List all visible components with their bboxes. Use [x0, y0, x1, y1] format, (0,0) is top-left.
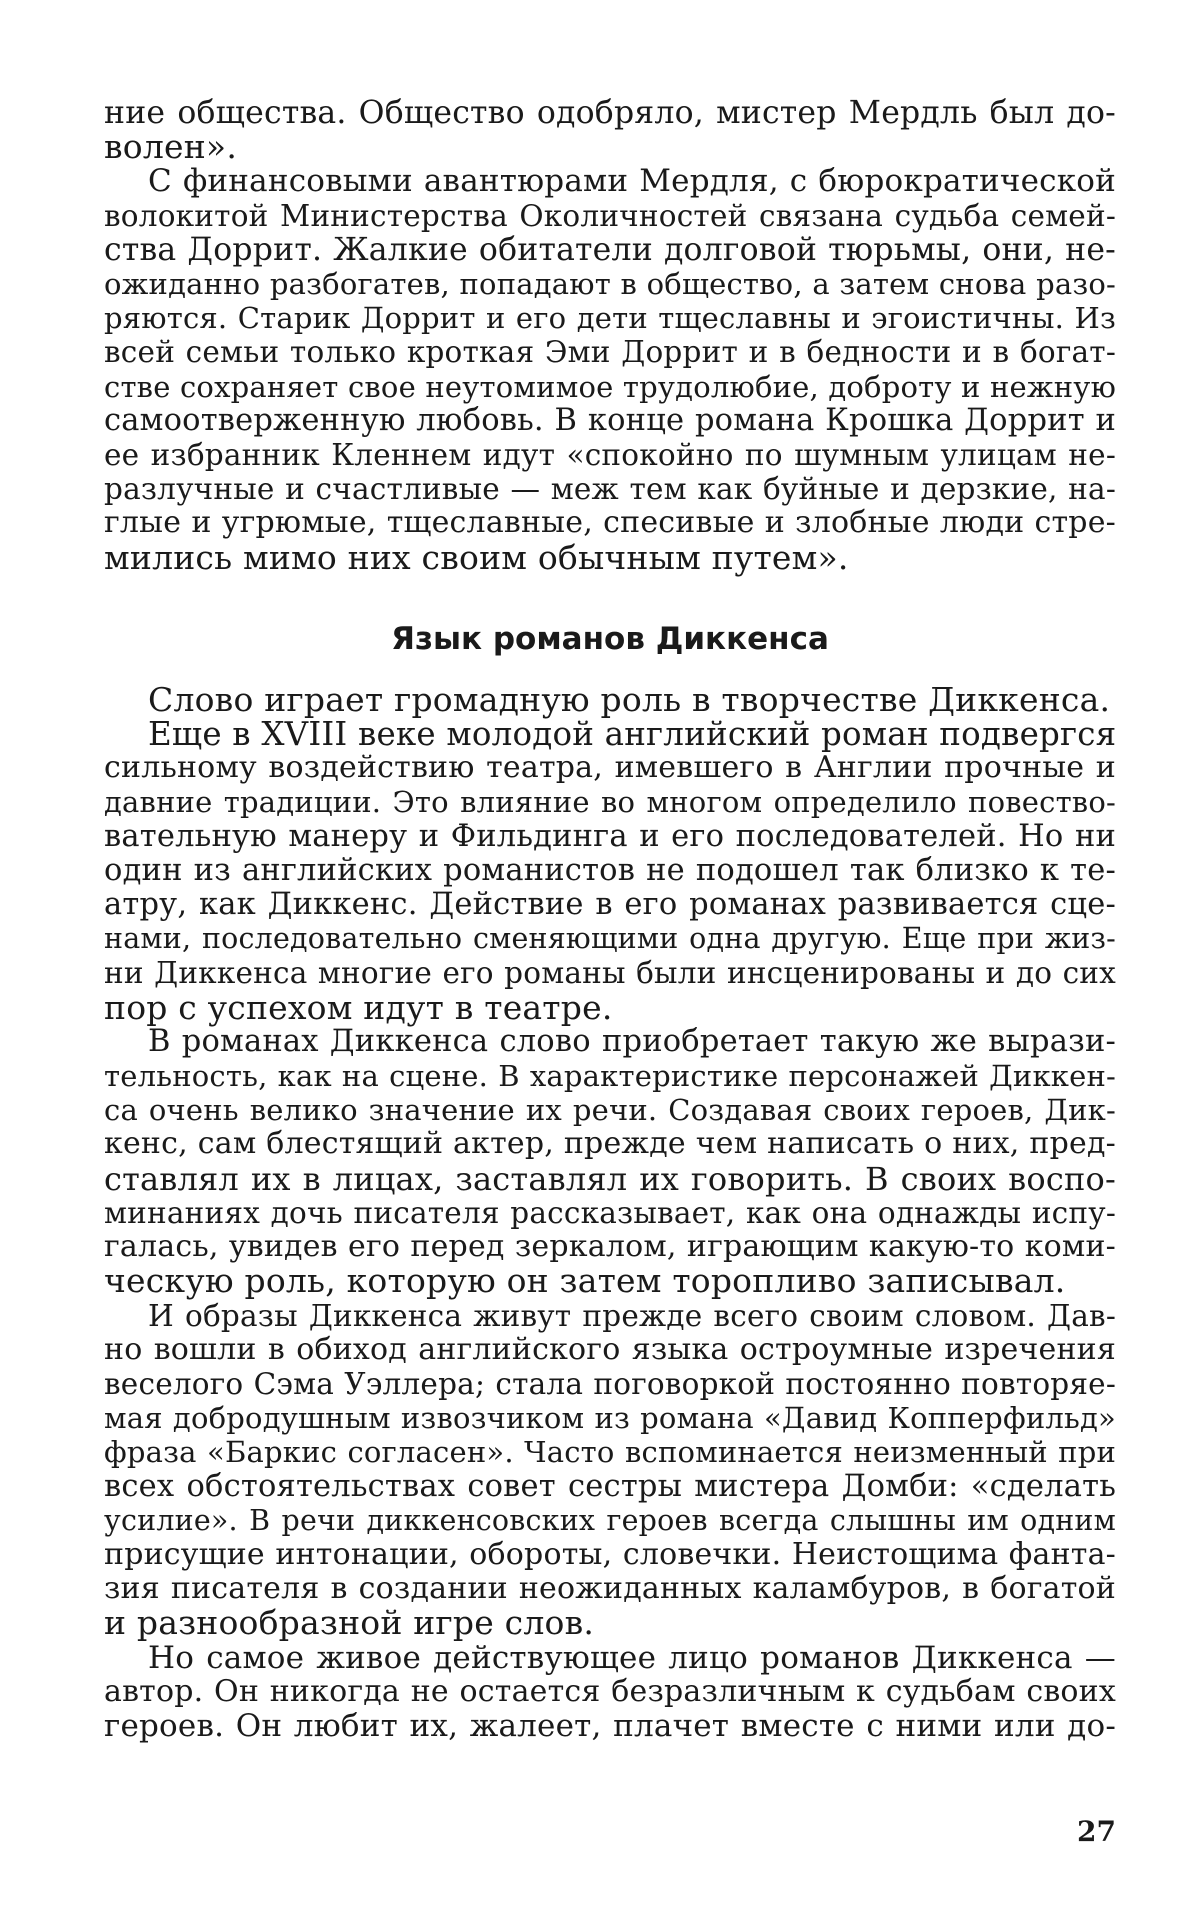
text-line: Но самое живое действующее лицо романов Диккенса — [104, 1641, 1116, 1675]
text-line: мились мимо них своим обычным путем». [104, 541, 1116, 575]
text-line: веселого Сэма Уэллера; стала поговоркой постоянно повторяе- [104, 1367, 1116, 1401]
page-number: 27 [1077, 1817, 1116, 1847]
body-text [104, 96, 1116, 1743]
text-line: но вошли в обиход английского языка остроумные изречения [104, 1333, 1116, 1367]
text-line: ее избранник Кленнем идут «спокойно по шумным улицам не- [104, 438, 1116, 472]
text-line: ставлял их в лицах, заставлял их говорить. В своих воспо- [104, 1162, 1116, 1196]
text-line: всех обстоятельствах совет сестры мистера Домби: «сделать [104, 1470, 1116, 1504]
text-line: мая добродушным извозчиком из романа «Давид Копперфильд» [104, 1401, 1116, 1435]
section-heading: Язык романов Диккенса [104, 621, 1116, 657]
text-line: ожиданно разбогатев, попадают в общество, а затем снова разо- [104, 267, 1116, 301]
text-line: ние общества. Общество одобряло, мистер Мердль был до- [104, 96, 1116, 130]
text-line: один из английских романистов не подошел так близко к те- [104, 854, 1116, 888]
text-line: пор с успехом идут в театре. [104, 991, 1116, 1025]
text-line: В романах Диккенса слово приобретает такую же вырази- [104, 1025, 1116, 1059]
text-line: волокитой Министерства Околичностей связана судьба семей- [104, 199, 1116, 233]
text-line: разлучные и счастливые — меж тем как буйные и дерзкие, на- [104, 472, 1116, 506]
text-line: Еще в XVIII веке молодой английский роман подвергся [104, 717, 1116, 751]
text-line: фраза «Баркис согласен». Часто вспоминается неизменный при [104, 1435, 1116, 1469]
text-line: автор. Он никогда не остается безразличным к судьбам своих [104, 1675, 1116, 1709]
text-line: И образы Диккенса живут прежде всего своим словом. Дав- [104, 1299, 1116, 1333]
text-line: волен». [104, 130, 1116, 164]
text-line: С финансовыми авантюрами Мердля, с бюрократической [104, 164, 1116, 198]
text-line: стве сохраняет свое неутомимое трудолюбие, доброту и нежную [104, 370, 1116, 404]
text-line: тельность, как на сцене. В характеристике персонажей Диккен- [104, 1059, 1116, 1093]
text-line: усилие». В речи диккенсовских героев всегда слышны им одним [104, 1504, 1116, 1538]
text-line: галась, увидев его перед зеркалом, играющим какую-то коми- [104, 1230, 1116, 1264]
text-section-after-heading [104, 683, 1116, 1743]
text-line: ства Доррит. Жалкие обитатели долговой тюрьмы, они, не- [104, 233, 1116, 267]
text-line: са очень велико значение их речи. Создавая своих героев, Дик- [104, 1093, 1116, 1127]
text-line: Слово играет громадную роль в творчестве Диккенса. [104, 683, 1116, 717]
text-line: присущие интонации, обороты, словечки. Неистощима фанта- [104, 1538, 1116, 1572]
text-line: сильному воздействию театра, имевшего в Англии прочные и [104, 751, 1116, 785]
text-line: глые и угрюмые, тщеславные, спесивые и злобные люди стре- [104, 506, 1116, 540]
text-line: ческую роль, которую он затем торопливо записывал. [104, 1264, 1116, 1298]
text-line: атру, как Диккенс. Действие в его романах развивается сце- [104, 888, 1116, 922]
text-line: минаниях дочь писателя рассказывает, как она однажды испу- [104, 1196, 1116, 1230]
text-line: ряются. Старик Доррит и его дети тщеславны и эгоистичны. Из [104, 301, 1116, 335]
book-page [0, 0, 1200, 1922]
text-line: нами, последовательно сменяющими одна другую. Еще при жиз- [104, 922, 1116, 956]
text-line: зия писателя в создании неожиданных каламбуров, в богатой [104, 1572, 1116, 1606]
text-line: самоотверженную любовь. В конце романа Крошка Доррит и [104, 404, 1116, 438]
text-line: и разнообразной игре слов. [104, 1606, 1116, 1640]
text-section-before-heading [104, 96, 1116, 575]
text-line: кенс, сам блестящий актер, прежде чем написать о них, пред- [104, 1127, 1116, 1161]
text-line: ни Диккенса многие его романы были инсценированы и до сих [104, 956, 1116, 990]
text-line: всей семьи только кроткая Эми Доррит и в бедности и в богат- [104, 335, 1116, 369]
text-line: вательную манеру и Фильдинга и его последователей. Но ни [104, 820, 1116, 854]
text-line: героев. Он любит их, жалеет, плачет вместе с ними или до- [104, 1709, 1116, 1743]
text-line: давние традиции. Это влияние во многом определило повество- [104, 785, 1116, 819]
